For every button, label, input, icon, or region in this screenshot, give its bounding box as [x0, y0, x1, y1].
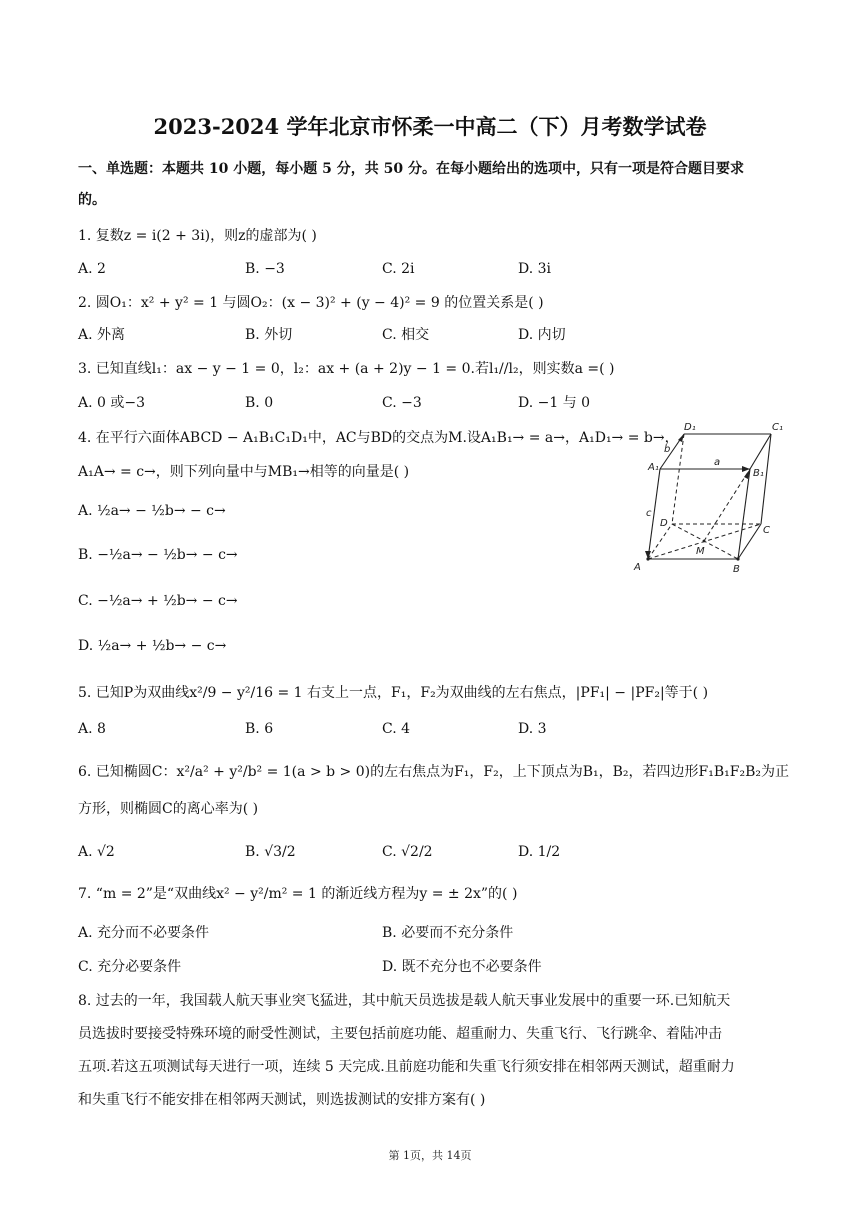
- question-1-option-d: D. 3i: [518, 261, 552, 277]
- label-m: M: [696, 546, 705, 557]
- page-title: 2023-2024 学年北京市怀柔一中高二（下）月考数学试卷: [153, 114, 707, 139]
- question-5-option-a: A. 8: [78, 721, 106, 737]
- page-footer: 第 1页，共 14页: [388, 1149, 472, 1162]
- question-1-option-a: A. 2: [78, 261, 106, 277]
- label-b: B: [733, 564, 740, 575]
- question-8-line2: 员选拔时要接受特殊环境的耐受性测试，主要包括前庭功能、超重耐力、失重飞行、飞行跳伞、着陆冲击: [78, 1026, 722, 1042]
- question-1-option-b: B. −3: [245, 261, 285, 277]
- section-heading-line2: 的。: [78, 192, 106, 208]
- question-1-stem: 1. 复数z = i(2 + 3i)，则z的虚部为( ): [78, 228, 317, 244]
- question-7-option-d: D. 既不充分也不必要条件: [382, 959, 542, 975]
- parallelepiped-figure: [626, 420, 796, 580]
- question-2-option-b: B. 外切: [245, 327, 293, 343]
- label-vector-c: c: [646, 508, 652, 519]
- question-5-option-c: C. 4: [382, 721, 411, 737]
- question-8-line1: 8. 过去的一年，我国载人航天事业突飞猛进，其中航天员选拔是载人航天事业发展中的重要一环.已知航天: [78, 993, 731, 1009]
- question-6-option-d: D. 1/2: [518, 844, 561, 860]
- question-6-option-b: B. √3/2: [245, 844, 296, 860]
- question-6-stem-line2: 方形，则椭圆C的离心率为( ): [78, 801, 259, 817]
- question-3-option-d: D. −1 与 0: [518, 395, 591, 411]
- label-c: C: [763, 525, 770, 536]
- question-3-option-b: B. 0: [245, 395, 274, 411]
- question-3-option-a: A. 0 或−3: [78, 395, 146, 411]
- question-4-option-d: D. ½a→ + ½b→ − c→: [78, 638, 227, 654]
- question-6-option-a: A. √2: [78, 844, 115, 860]
- question-5-option-d: D. 3: [518, 721, 547, 737]
- question-1-option-c: C. 2i: [382, 261, 415, 277]
- label-c1: C₁: [772, 422, 783, 433]
- question-7-stem: 7. “m = 2”是“双曲线x² − y²/m² = 1 的渐近线方程为y = ± 2x”的( ): [78, 886, 518, 902]
- question-6-stem: 6. 已知椭圆C：x²/a² + y²/b² = 1(a > b > 0)的左右焦点为F₁，F₂，上下顶点为B₁，B₂，若四边形F₁B₁F₂B₂为正: [78, 764, 789, 780]
- question-3-option-c: C. −3: [382, 395, 422, 411]
- question-2-option-d: D. 内切: [518, 327, 566, 343]
- question-8-line3: 五项.若这五项测试每天进行一项，连续 5 天完成.且前庭功能和失重飞行须安排在相邻两天测试，超重耐力: [78, 1059, 735, 1075]
- question-4-option-a: A. ½a→ − ½b→ − c→: [78, 503, 226, 519]
- label-d1: D₁: [684, 422, 696, 433]
- label-d: D: [660, 518, 668, 529]
- question-4-stem: 4. 在平行六面体ABCD − A₁B₁C₁D₁中，AC与BD的交点为M.设A₁B₁→ = a→，A₁D₁→ = b→，: [78, 430, 679, 446]
- question-5-option-b: B. 6: [245, 721, 274, 737]
- label-a: A: [634, 562, 641, 573]
- question-3-stem: 3. 已知直线l₁：ax − y − 1 = 0，l₂：ax + (a + 2)y − 1 = 0.若l₁//l₂，则实数a =( ): [78, 361, 615, 377]
- label-vector-a: a: [714, 457, 721, 468]
- question-6-option-c: C. √2/2: [382, 844, 433, 860]
- question-7-option-a: A. 充分而不必要条件: [78, 925, 210, 941]
- question-7-option-c: C. 充分必要条件: [78, 959, 182, 975]
- label-a1: A₁: [648, 462, 659, 473]
- label-vector-b: b: [664, 444, 671, 455]
- question-4-option-c: C. −½a→ + ½b→ − c→: [78, 593, 238, 609]
- question-2-stem: 2. 圆O₁：x² + y² = 1 与圆O₂：(x − 3)² + (y − 4)² = 9 的位置关系是( ): [78, 295, 544, 311]
- section-heading-line1: 一、单选题：本题共 10 小题，每小题 5 分，共 50 分。在每小题给出的选项中，只有一项是符合题目要求: [78, 161, 744, 177]
- label-b1: B₁: [753, 468, 764, 479]
- question-5-stem: 5. 已知P为双曲线x²/9 − y²/16 = 1 右支上一点，F₁，F₂为双曲线的左右焦点，|PF₁| − |PF₂|等于( ): [78, 685, 709, 701]
- question-4-stem-line2: A₁A→ = c→，则下列向量中与MB₁→相等的向量是( ): [78, 464, 410, 480]
- question-8-line4: 和失重飞行不能安排在相邻两天测试，则选拔测试的安排方案有( ): [78, 1092, 486, 1108]
- question-2-option-a: A. 外离: [78, 327, 126, 343]
- question-2-option-c: C. 相交: [382, 327, 430, 343]
- question-4-option-b: B. −½a→ − ½b→ − c→: [78, 547, 238, 563]
- question-7-option-b: B. 必要而不充分条件: [382, 925, 514, 941]
